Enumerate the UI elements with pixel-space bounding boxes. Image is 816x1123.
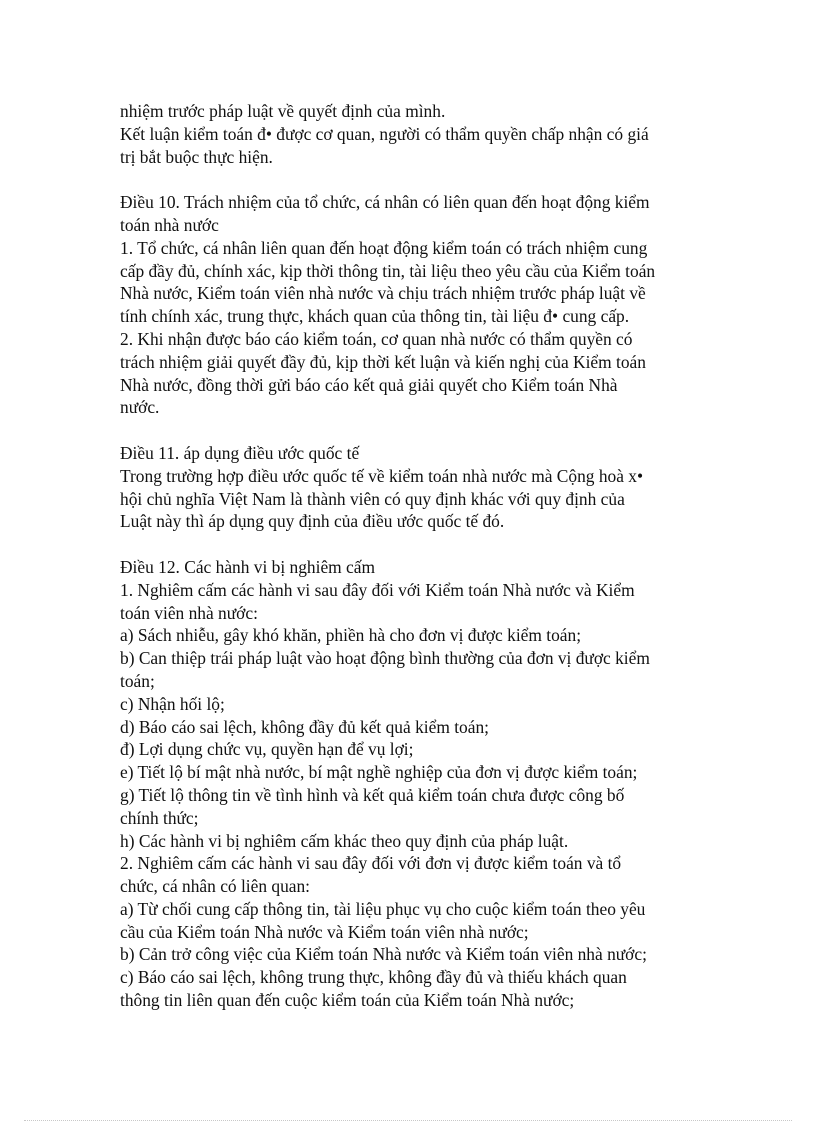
text-line: Trong trường hợp điều ước quốc tế về kiểm toán nhà nước mà Cộng hoà x•: [120, 465, 644, 486]
text-line: trách nhiệm giải quyết đầy đủ, kịp thời kết luận và kiến nghị của Kiểm toán: [120, 351, 646, 372]
article-11-title: Điều 11. áp dụng điều ước quốc tế: [120, 442, 360, 463]
text-line: chức, cá nhân có liên quan:: [120, 876, 311, 897]
text-line: a) Sách nhiễu, gây khó khăn, phiền hà cho đơn vị được kiểm toán;: [120, 625, 582, 646]
paragraph-gap: [120, 419, 710, 442]
text-line: chính thức;: [120, 807, 199, 828]
text-line: a) Từ chối cung cấp thông tin, tài liệu phục vụ cho cuộc kiểm toán theo yêu: [120, 898, 646, 919]
text-line: nước.: [120, 397, 160, 418]
document-body: [120, 100, 710, 1012]
text-line: đ) Lợi dụng chức vụ, quyền hạn để vụ lợi;: [120, 739, 414, 760]
text-line: trị bắt buộc thực hiện.: [120, 146, 273, 167]
text-line: c) Nhận hối lộ;: [120, 693, 225, 714]
text-line: Luật này thì áp dụng quy định của điều ước quốc tế đó.: [120, 511, 505, 532]
paragraph-gap: [120, 533, 710, 556]
paragraph-gap: [120, 168, 710, 191]
text-line: b) Cản trở công việc của Kiểm toán Nhà nước và Kiểm toán viên nhà nước;: [120, 944, 647, 965]
text-line: 1. Nghiêm cấm các hành vi sau đây đối với Kiểm toán Nhà nước và Kiểm: [120, 579, 635, 600]
text-line: 2. Nghiêm cấm các hành vi sau đây đối với đơn vị được kiểm toán và tổ: [120, 853, 622, 874]
text-line: hội chủ nghĩa Việt Nam là thành viên có quy định khác với quy định của: [120, 488, 625, 509]
text-line: toán;: [120, 670, 155, 691]
text-line: toán viên nhà nước:: [120, 602, 258, 623]
page-bottom-border: [24, 1120, 792, 1121]
text-line: e) Tiết lộ bí mật nhà nước, bí mật nghề nghiệp của đơn vị được kiểm toán;: [120, 762, 638, 783]
text-line: b) Can thiệp trái pháp luật vào hoạt động bình thường của đơn vị được kiểm: [120, 648, 650, 669]
text-line: c) Báo cáo sai lệch, không trung thực, không đầy đủ và thiếu khách quan: [120, 967, 627, 988]
text-line: nhiệm trước pháp luật về quyết định của mình.: [120, 101, 446, 121]
article-10-title: toán nhà nước: [120, 214, 219, 235]
text-line: Nhà nước, Kiểm toán viên nhà nước và chịu trách nhiệm trước pháp luật về: [120, 283, 646, 304]
text-line: Nhà nước, đồng thời gửi báo cáo kết quả giải quyết cho Kiểm toán Nhà: [120, 374, 618, 395]
text-line: thông tin liên quan đến cuộc kiểm toán của Kiểm toán Nhà nước;: [120, 990, 575, 1011]
article-10-title: Điều 10. Trách nhiệm của tổ chức, cá nhân có liên quan đến hoạt động kiểm: [120, 192, 650, 213]
text-line: Kết luận kiểm toán đ• được cơ quan, người có thẩm quyền chấp nhận có giá: [120, 123, 649, 144]
text-line: g) Tiết lộ thông tin về tình hình và kết quả kiểm toán chưa được công bố: [120, 784, 625, 805]
text-line: h) Các hành vi bị nghiêm cấm khác theo quy định của pháp luật.: [120, 830, 569, 851]
text-line: cầu của Kiểm toán Nhà nước và Kiểm toán viên nhà nước;: [120, 921, 529, 942]
text-line: 2. Khi nhận được báo cáo kiểm toán, cơ quan nhà nước có thẩm quyền có: [120, 328, 633, 349]
text-line: tính chính xác, trung thực, khách quan của thông tin, tài liệu đ• cung cấp.: [120, 306, 630, 327]
article-12-title: Điều 12. Các hành vi bị nghiêm cấm: [120, 556, 376, 577]
text-line: cấp đầy đủ, chính xác, kịp thời thông tin, tài liệu theo yêu cầu của Kiểm toán: [120, 260, 656, 281]
text-line: d) Báo cáo sai lệch, không đầy đủ kết quả kiểm toán;: [120, 716, 489, 737]
text-line: 1. Tổ chức, cá nhân liên quan đến hoạt động kiểm toán có trách nhiệm cung: [120, 237, 648, 258]
